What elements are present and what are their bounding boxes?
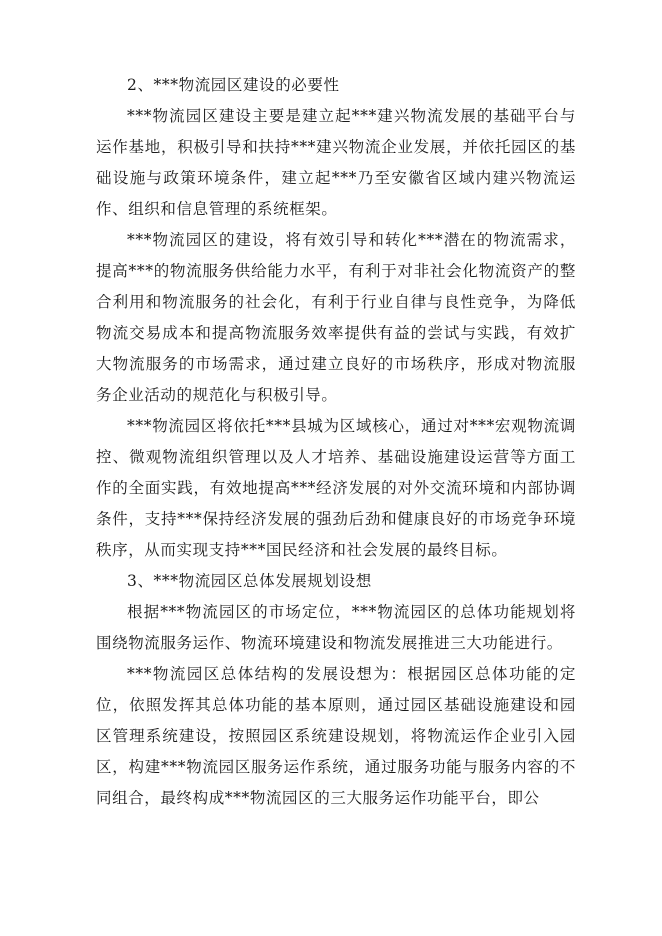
section-2-paragraph-2: ***物流园区的建设，将有效引导和转化***潜在的物流需求，提高***的物流服务供给能力水平，有利于对非社会化物流资产的整合利用和物流服务的社会化，有利于行业自律与良性竞争，为降低物流交易成本和提高物流服务效率提供有益的尝试与实践，有效扩大物流服务的市场需求，通过建立良好的市场秩序，形成对物流服务企业活动的规范化与积极引导。 xyxy=(96,231,576,404)
section-3-heading: 3、***物流园区总体发展规划设想 xyxy=(127,572,372,590)
section-2-paragraph-3: ***物流园区将依托***县城为区域核心，通过对***宏观物流调控、微观物流组织管理以及人才培养、基础设施建设运营等方面工作的全面实践，有效地提高***经济发展的对外交流环境和内部协调条件，支持***保持经济发展的强劲后劲和健康良好的市场竞争环境秩序，从而实现支持***国民经济和社会发展的最终目标。 xyxy=(96,417,576,559)
section-2-heading: 2、***物流园区建设的必要性 xyxy=(127,76,340,94)
document-page xyxy=(96,70,576,814)
section-2-paragraph-1: ***物流园区建设主要是建立起***建兴物流发展的基础平台与运作基地，积极引导和扶持***建兴物流企业发展，并依托园区的基础设施与政策环境条件，建立起***乃至安徽省区域内建兴物流运作、组织和信息管理的系统框架。 xyxy=(96,107,576,218)
section-3-paragraph-2: ***物流园区总体结构的发展设想为：根据园区总体功能的定位，依照发挥其总体功能的基本原则，通过园区基础设施建设和园区管理系统建设，按照园区系统建设规划，将物流运作企业引入园区，构建***物流园区服务运作系统，通过服务功能与服务内容的不同组合，最终构成***物流园区的三大服务运作功能平台，即公 xyxy=(96,665,576,807)
section-3-paragraph-1: 根据***物流园区的市场定位，***物流园区的总体功能规划将围绕物流服务运作、物流环境建设和物流发展推进三大功能进行。 xyxy=(96,603,576,652)
